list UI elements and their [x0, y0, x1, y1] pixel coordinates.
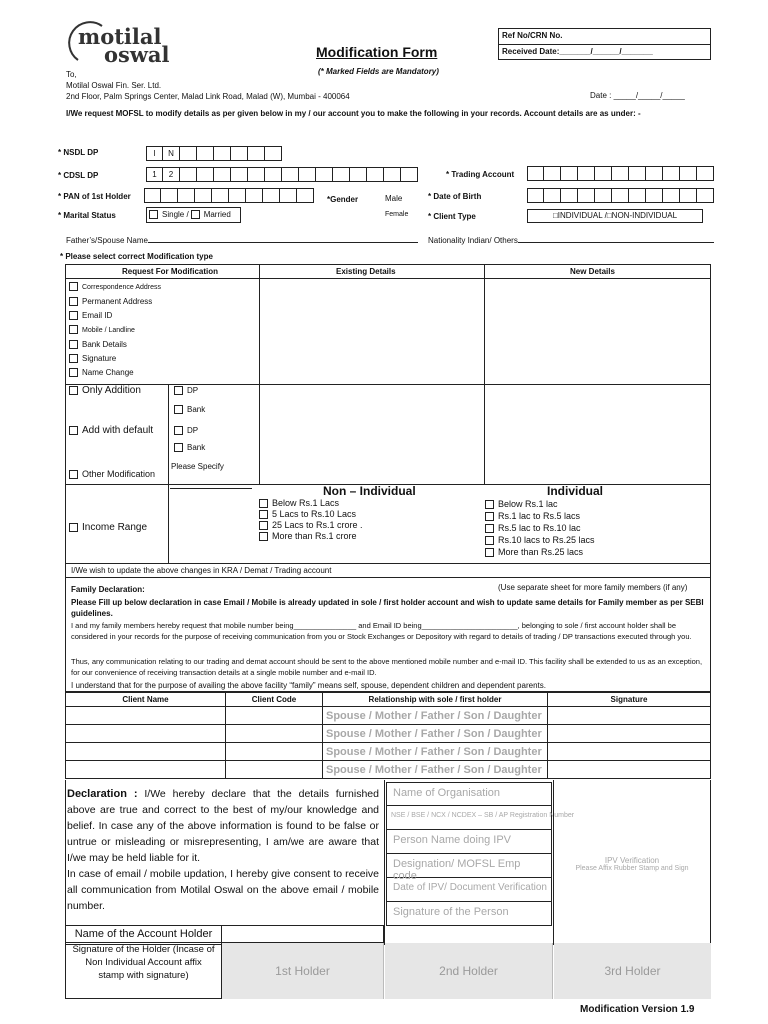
ipv-fields: [386, 782, 575, 926]
logo: [66, 20, 196, 66]
nsdl-boxes[interactable]: I N: [146, 146, 282, 161]
to-address: 2nd Floor, Palm Springs Center, Malad Link Road, Malad (W), Mumbai - 400064: [66, 92, 350, 101]
gender-female[interactable]: Female: [385, 211, 409, 218]
dob-label: * Date of Birth: [428, 192, 482, 201]
ipv-stamp-note: Please Affix Rubber Stamp and Sign: [575, 865, 689, 872]
relationship-cell[interactable]: Spouse / Mother / Father / Son / Daughter: [323, 725, 548, 743]
date-label: Date :: [590, 91, 612, 100]
individual-list: [485, 498, 595, 558]
add-default[interactable]: Add with default: [69, 425, 153, 436]
family-para3: I understand that for the purpose of availing the above facility “family” means self, spouse, dependent children and dependent parents.: [71, 681, 546, 690]
holder-1-name[interactable]: [222, 925, 384, 943]
bank-option-1[interactable]: Bank: [174, 405, 205, 414]
spouse-field[interactable]: Father’s/Spouse Name: [66, 236, 418, 245]
logo-line1: motilal: [78, 24, 162, 49]
table-row[interactable]: [66, 725, 711, 743]
income-option[interactable]: Below Rs.1 Lacs: [259, 498, 363, 509]
relationship-cell[interactable]: Spouse / Mother / Father / Son / Daughter: [323, 761, 548, 779]
married-option[interactable]: Married: [203, 210, 231, 219]
pan-boxes[interactable]: [144, 188, 314, 203]
table-header-row: [66, 693, 711, 707]
family-para1: I and my family members hereby request that mobile number being_______________ and Email ID being_______________________, belonging to sole / first account holder shall be considered in your records for the purpose of receiving communication from you or Stock Exchanges or Depository with regard to details of trading / DP transactions executed through you.: [71, 621, 692, 641]
ipv-date[interactable]: Date of IPV/ Document Verification: [386, 878, 552, 902]
dp-option-1[interactable]: DP: [174, 386, 198, 395]
logo-line2: oswal: [104, 42, 170, 67]
table-row[interactable]: [66, 743, 711, 761]
date-value: _____/_____/_____: [613, 91, 685, 100]
income-option[interactable]: 25 Lacs to Rs.1 crore .: [259, 520, 363, 531]
gender-label: *Gender: [327, 195, 359, 204]
client-type-label: * Client Type: [428, 212, 476, 221]
mod-table: [65, 264, 711, 578]
income-option[interactable]: Rs.1 lac to Rs.5 lacs: [485, 510, 595, 522]
holder-sig-label: Signature of the Holder (Incase of Non Individual Account affix stamp with signature): [65, 943, 222, 999]
relationship-cell[interactable]: Spouse / Mother / Father / Son / Daughter: [323, 743, 548, 761]
col-client-name: Client Name: [66, 693, 226, 707]
income-option[interactable]: More than Rs.25 lacs: [485, 546, 595, 558]
holder-3-label: 3rd Holder: [604, 964, 661, 978]
family-table: [65, 692, 711, 779]
ipv-designation[interactable]: Designation/ MOFSL Emp code: [386, 854, 552, 878]
non-individual-list: [259, 498, 363, 542]
declaration-text2: In case of email / mobile updation, I hereby give consent to receive all communication from Motilal Oswal on the above email / mobile number.: [67, 868, 379, 912]
holder-3-signature[interactable]: [554, 943, 711, 999]
table-row[interactable]: [66, 707, 711, 725]
individual-title: Individual: [547, 484, 604, 498]
family-instruction: Please Fill up below declaration in case Email / Mobile is already updated in sole / first holder account and wish to update same details for Family member as per SEBI guidelines.: [71, 598, 704, 618]
cdsl-boxes[interactable]: 1 2: [146, 167, 418, 182]
ipv-stamp-box[interactable]: [553, 780, 711, 945]
col-relationship: Relationship with sole / first holder: [323, 693, 548, 707]
ipv-stamp-title: IPV Verification: [604, 856, 660, 865]
marital-box[interactable]: [146, 207, 241, 223]
request-item[interactable]: Signature: [69, 352, 161, 366]
income-option[interactable]: Below Rs.1 lac: [485, 498, 595, 510]
col-request: Request For Modification: [122, 267, 218, 276]
request-item[interactable]: Email ID: [69, 309, 161, 323]
to-label: To,: [66, 70, 77, 79]
ipv-signature[interactable]: Signature of the Person: [386, 902, 552, 926]
update-note: I/We wish to update the above changes in KRA / Demat / Trading account: [71, 566, 332, 575]
holder-2-label: 2nd Holder: [439, 964, 498, 978]
trading-label: * Trading Account: [446, 170, 515, 179]
to-block: [66, 69, 350, 102]
client-type-box[interactable]: □INDIVIDUAL /□NON-INDIVIDUAL: [527, 209, 703, 223]
version-label: Modification Version 1.9: [580, 1004, 695, 1015]
date-field[interactable]: [590, 91, 685, 100]
single-option[interactable]: Single /: [162, 210, 189, 219]
received-label: Received Date:: [502, 47, 560, 56]
declaration-title: Declaration :: [67, 788, 138, 800]
nsdl-label: * NSDL DP: [58, 148, 99, 157]
received-value: _______/______/_______: [559, 47, 653, 56]
ipv-registration[interactable]: NSE / BSE / NCX / NCDEX – SB / AP Registration Number: [386, 806, 552, 830]
to-company: Motilal Oswal Fin. Ser. Ltd.: [66, 81, 162, 90]
ipv-person[interactable]: Person Name doing IPV: [386, 830, 552, 854]
please-specify: Please Specify: [171, 462, 224, 471]
holder-1-label: 1st Holder: [275, 964, 330, 978]
col-new: New Details: [570, 267, 615, 276]
bank-option-2[interactable]: Bank: [174, 443, 205, 452]
holder-2-signature[interactable]: [385, 943, 553, 999]
declaration-text1: I/We hereby declare that the details furnished above are true and correct to the best of my/our knowledge and belief. In case any of the above information is found to be false or untrue or misleading or misrepresenting, I am/we are aware that I/we may be held liable for it.: [67, 788, 379, 864]
received-date[interactable]: [499, 45, 710, 58]
family-title: Family Declaration:: [71, 585, 145, 594]
holder-1-signature[interactable]: [222, 943, 384, 999]
col-client-code: Client Code: [226, 693, 323, 707]
select-note: * Please select correct Modification type: [60, 252, 213, 261]
pan-label: * PAN of 1st Holder: [58, 192, 131, 201]
col-existing: Existing Details: [336, 267, 396, 276]
other-mod[interactable]: Other Modification: [69, 469, 155, 479]
table-row[interactable]: [66, 761, 711, 779]
income-option[interactable]: More than Rs.1 crore: [259, 531, 363, 542]
request-list: [69, 280, 161, 380]
nationality-field[interactable]: Nationality Indian/ Others: [428, 236, 714, 245]
ipv-organisation[interactable]: Name of Organisation: [386, 782, 552, 806]
page-title: Modification Form: [316, 44, 438, 60]
gender-male[interactable]: Male: [385, 194, 403, 203]
income-option[interactable]: 5 Lacs to Rs.10 Lacs: [259, 509, 363, 520]
ref-label: Ref No/CRN No.: [499, 29, 710, 45]
family-separate: (Use separate sheet for more family members (if any): [498, 583, 688, 592]
holder-name-label: Name of the Account Holder: [65, 925, 222, 943]
mandatory-note: (* Marked Fields are Mandatory): [318, 67, 439, 76]
request-item[interactable]: Name Change: [69, 366, 161, 380]
only-addition[interactable]: Only Addition: [69, 385, 141, 396]
income-option[interactable]: Rs.5 lac to Rs.10 lac: [485, 522, 595, 534]
income-option[interactable]: Rs.10 lacs to Rs.25 lacs: [485, 534, 595, 546]
ref-box: [498, 28, 711, 60]
marital-label: * Marital Status: [58, 211, 116, 220]
dp-option-2[interactable]: DP: [174, 426, 198, 435]
col-signature: Signature: [548, 693, 711, 707]
request-item[interactable]: Mobile / Landline: [69, 323, 161, 338]
family-para2: Thus, any communication relating to our trading and demat account should be sent to the above mentioned mobile number and e-mail ID. This facility shall be extended to us as an exception, for our convenience of receiving transaction details at a single mobile number and e-mail ID.: [71, 657, 703, 677]
dob-boxes[interactable]: [527, 188, 714, 203]
cdsl-label: * CDSL DP: [58, 171, 99, 180]
declaration-text: [67, 786, 379, 914]
request-item[interactable]: Permanent Address: [69, 295, 161, 309]
relationship-cell[interactable]: Spouse / Mother / Father / Son / Daughter: [323, 707, 548, 725]
request-item[interactable]: Bank Details: [69, 338, 161, 352]
non-individual-title: Non – Individual: [323, 484, 416, 498]
trading-boxes[interactable]: [527, 166, 714, 181]
income-range[interactable]: Income Range: [69, 522, 147, 533]
request-item[interactable]: Correspondence Address: [69, 280, 161, 295]
request-text: I/We request MOFSL to modify details as per given below in my / our account you to make the following in your records. Account details are as under: -: [66, 109, 641, 118]
